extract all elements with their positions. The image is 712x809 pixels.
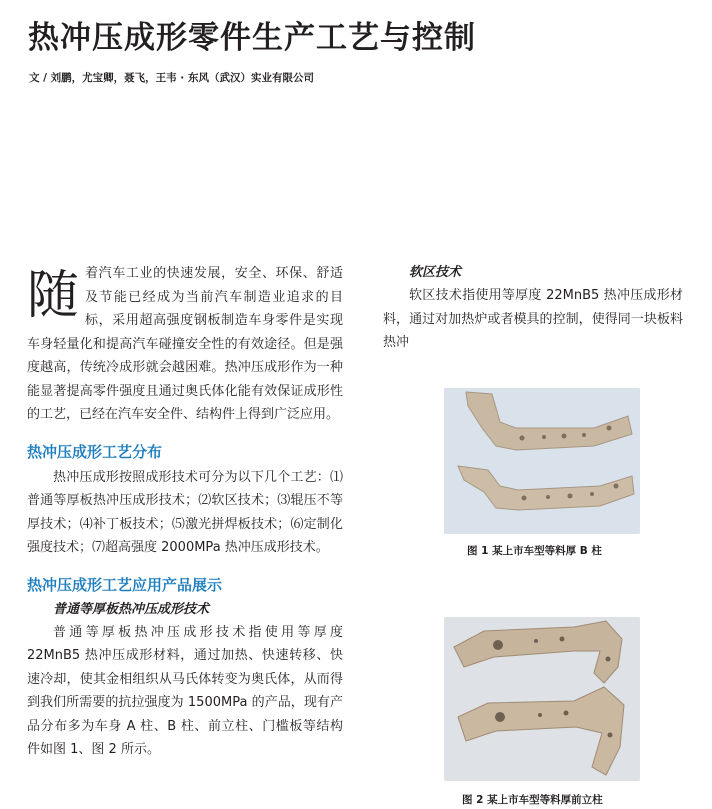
figure-2-image [444, 617, 640, 781]
b-pillar-parts-photo-icon [444, 388, 640, 534]
front-pillar-parts-photo-icon [444, 617, 640, 781]
article-title: 热冲压成形零件生产工艺与控制 [28, 20, 476, 56]
drop-cap: 随 [27, 266, 80, 326]
figure-2-caption: 图 2 某上市车型等料厚前立柱 [462, 794, 603, 806]
section-heading-process-distribution: 热冲压成形工艺分布 [27, 442, 163, 461]
intro-paragraph [27, 262, 343, 427]
right-column [383, 262, 683, 355]
figure-1-caption: 图 1 某上市车型等料厚 B 柱 [467, 545, 602, 557]
process-distribution-paragraph: 热冲压成形按照成形技术可分为以下几个工艺：⑴普通等厚板热冲压成形技术；⑵软区技术；⑶辊压不等厚技术；⑷补丁板技术；⑸激光拼焊板技术；⑹定制化强度技术；⑺超高强度 2000MPa 热冲压成形技术。 [27, 469, 343, 555]
uniform-thickness-paragraph: 普通等厚板热冲压成形技术指使用等厚度 22MnB5 热冲压成形材料，通过加热、快速转移、快速冷却，使其金相组织从马氏体转变为奥氏体，从而得到我们所需要的抗拉强度为 1500MPa 的产品，现有产品分布多为车身 A 柱、B 柱、前立柱、门槛板等结构件如图 1、图 2 所示。 [27, 624, 343, 757]
left-column [27, 262, 343, 762]
soft-zone-paragraph: 软区技术指使用等厚度 22MnB5 热冲压成形材料，通过对加热炉或者模具的控制，使得同一块板料热冲 [383, 288, 683, 350]
section-heading-product-showcase: 热冲压成形工艺应用产品展示 [27, 575, 223, 594]
subheading-uniform-thickness: 普通等厚板热冲压成形技术 [53, 601, 210, 617]
intro-text: 着汽车工业的快速发展，安全、环保、舒适及节能已经成为当前汽车制造业追求的目标，采用超高强度钢板制造车身零件是实现车身轻量化和提高汽车碰撞安全性的有效途径。但是强度越高，传统冷成形就会越困难。热冲压成形作为一种能显著提高零件强度且通过奥氏体化能有效保证成形性的工艺，已经在汽车安全件、结构件上得到广泛应用。 [27, 266, 343, 422]
figure-1-image [444, 388, 640, 534]
subheading-soft-zone: 软区技术 [409, 265, 462, 280]
byline: 文 / 刘鹏，尤宝卿，聂飞，王韦 · 东风（武汉）实业有限公司 [29, 72, 314, 84]
